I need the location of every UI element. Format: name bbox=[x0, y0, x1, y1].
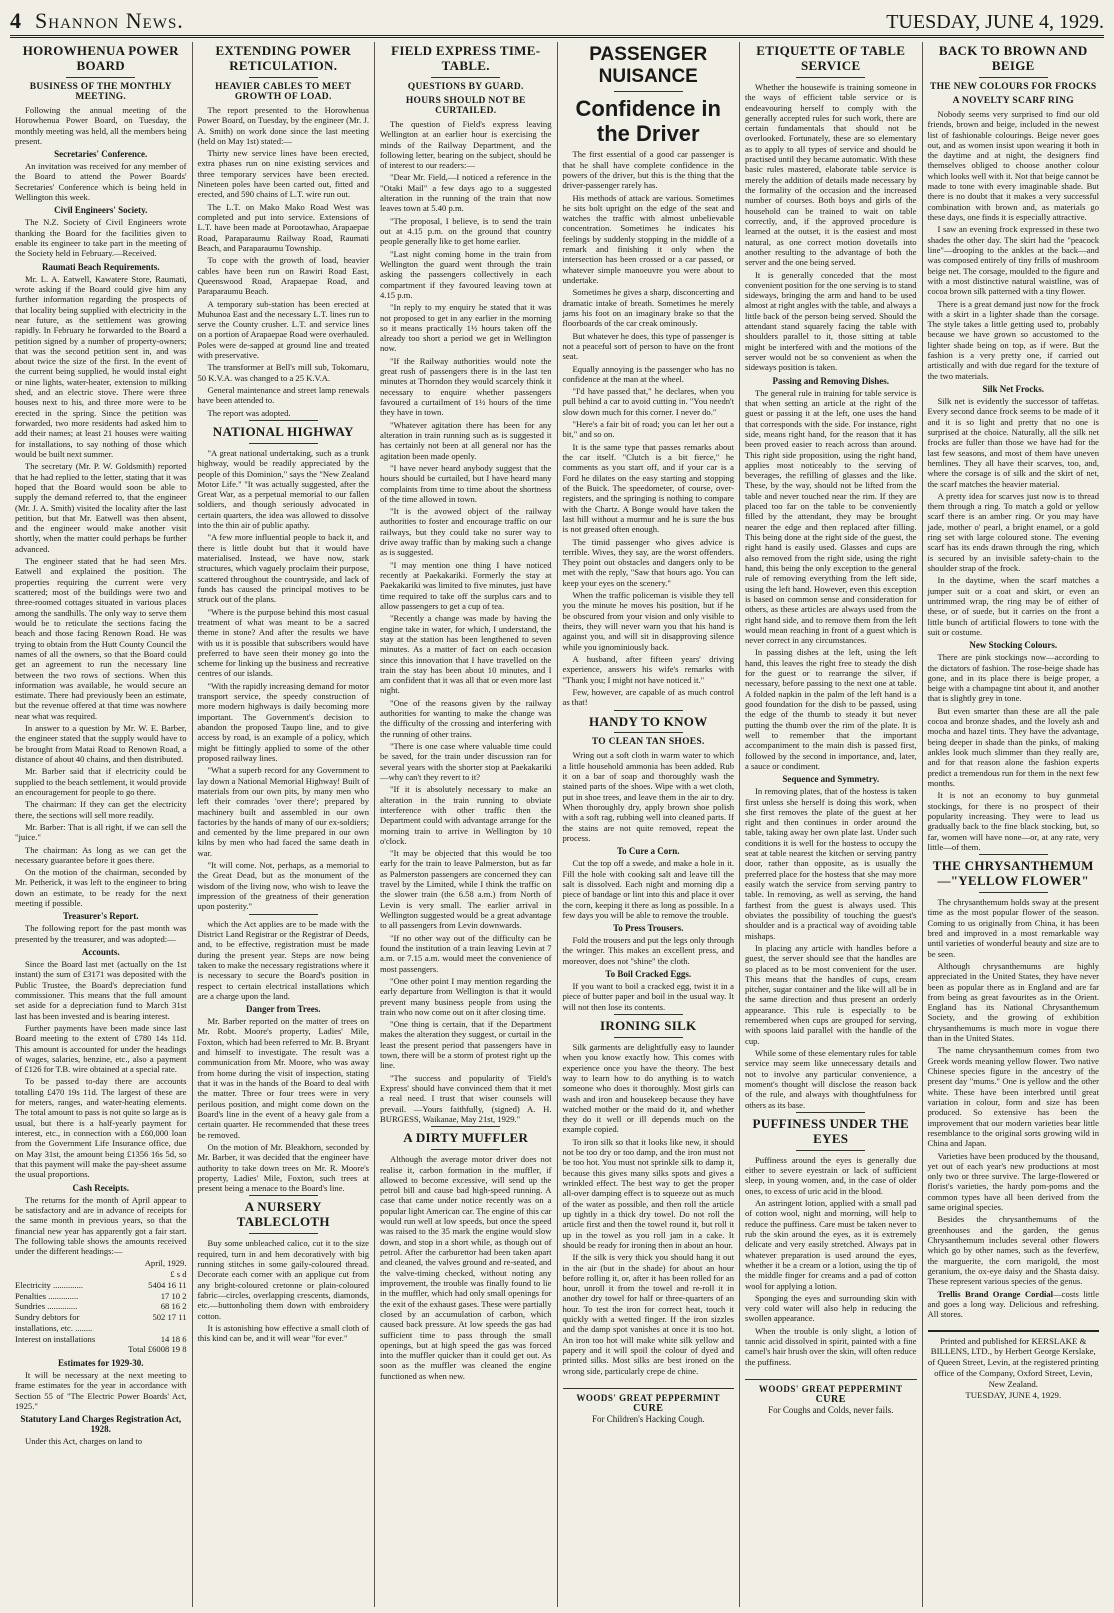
paragraph: Sometimes he gives a sharp, disconcerting and dramatic intake of breath. Sometimes he merely jams his foot on an imaginary brake so that the floorboards of the car creak ominously. bbox=[562, 287, 734, 329]
paragraph: When the trouble is only slight, a lotion of tannic acid dissolved in spirit, painted with a fine camel's hair brush over the skin, will often reduce the puffiness. bbox=[745, 1325, 917, 1367]
paper-name: Shannon News. bbox=[35, 8, 184, 33]
masthead bbox=[10, 8, 1104, 38]
paragraph: Nobody seems very surprised to find our old friends, brown and beige, included in the newest list of fashionable colourings. Beige never goes out, and as women insist upon wearing it both in the daytime and at night, the designers find themselves obliged to choose another colour which looks well with it. Not that beige cannot be made to tone with every imaginable shade. But there is no doubt that it makes a very successful combination with brown and, as materials go these days, one finds it is especially attractive. bbox=[927, 108, 1099, 222]
paragraph: Although the average motor driver does not realise it, carbon formation in the muffler, if allowed to become excessive, will send up the petrol bill and cause bad high-speed running. A case that came under notice recently was on a popular light American car. The engine of this car would run well at low speeds, but once the speed was raised to the 35 mark the engine would slow down, and stop in a short while, as though out of petrol. After the carburettor had been taken apart and cleaned, the valves ground and re-seated, and the valve-timing checked, without noting any improvement, the trouble was finally found to lie in the muffler, which had only small openings for the exit of the exhaust gases. These were partially closed by an accumulation of carbon, which caused back pressure. At low speeds the gas had sufficient time to pass through the small openings, but at high speed the gas was forced into the muffler quicker than it could get out. As soon as the muffler was cleaned the engine functioned as when new. bbox=[380, 1154, 552, 1381]
headline-confidence-driver: Confidence in the Driver bbox=[575, 95, 721, 146]
row-label: Interest on installations bbox=[15, 1333, 96, 1344]
divider bbox=[979, 854, 1048, 855]
paragraph: The report presented to the Horowhenua Power Board, on Tuesday, by the engineer (Mr. J. A. Smith) on work done since the last meeting (held on May 1st) stated:— bbox=[197, 104, 369, 146]
paragraph: It is astonishing how effective a small cloth of this kind can be, and it will wear "for ever." bbox=[197, 1322, 369, 1344]
paragraph: The N.Z. Society of Civil Engineers wrote thanking the Board for the facilities given to enable its engineer to take part in the meeting of the Society held in February.—Received. bbox=[15, 217, 187, 259]
subhead: BUSINESS OF THE MONTHLY MEETING. bbox=[29, 81, 172, 102]
paragraph: "Dear Mr. Field,—I noticed a reference in the "Otaki Mail" a few days ago to a suggested alteration in the running of the train that now leaves town at 5.40 p.m. bbox=[380, 172, 552, 214]
headline-handy-to-know: HANDY TO KNOW bbox=[588, 713, 708, 729]
headline-national-highway: NATIONAL HIGHWAY bbox=[212, 423, 354, 439]
table-header: April, 1929. bbox=[144, 1258, 187, 1269]
section-heading: New Stocking Colours. bbox=[969, 640, 1058, 651]
divider bbox=[249, 77, 318, 78]
row-label: Sundries .............. bbox=[15, 1301, 78, 1312]
subhead: QUESTIONS BY GUARD. bbox=[407, 81, 524, 92]
paragraph: "A great national undertaking, such as a trunk highway, would be readily appreciated by the people of this Dominion," says the "New Zealand Motor Life." "It was actually suggested, after the Great War, as a perpetual memorial to our fallen soldiers, and though seriously advocated in certain quarters, the idea was allowed to dissolve into the thin air of public apathy. bbox=[197, 447, 369, 531]
paragraph: The returns for the month of April appear to be satisfactory and are in advance of receipts for the same month in previous years, so that the financial new year has apparently got a fair start. The following table shows the amounts received under the different headings:— bbox=[15, 1194, 187, 1257]
paragraph: The question of Field's express leaving Wellington at an earlier hour is exercising the minds of the Railway Department, and the following letter, bearing on the subject, should be of interest to our readers:— bbox=[380, 118, 552, 171]
paragraph: "If the Railway authorities would note the great rush of passengers there is in the last ten minutes at Thorndon they would scarcely think it necessary to enquire whether passengers favoured a curtailment of 1½ hours of the time they have in town. bbox=[380, 355, 552, 418]
paragraph: Mr. Barber: That is all right, if we can sell the "juice." bbox=[15, 821, 187, 843]
section-heading: Treasurer's Report. bbox=[63, 911, 139, 922]
paragraph: "I have never heard anybody suggest that the hours should be curtailed, but I have heard many complaints from time to time about the shortness of the time allowed in town. bbox=[380, 462, 552, 504]
section-heading: Secretaries' Conference. bbox=[54, 149, 148, 160]
paragraph: "Last night coming home in the train from Wellington the guard went through the train asking the passengers collectively in each compartment if they favoured leaving town at 4.15 p.m. bbox=[380, 248, 552, 300]
paragraph: Although chrysanthemums are highly appreciated in the United States, they have never been as popular there as in England and are far from being as great favourites as in the Orient. England has its National Chrysanthemum Society, and the growing of exhibition chrysanthemums is much more in vogue there than in the United States. bbox=[927, 960, 1099, 1044]
column-6 bbox=[923, 42, 1105, 1607]
paragraph: "Here's a fair bit of road; you can let her out a bit," and so on. bbox=[562, 419, 734, 440]
paragraph: "One of the reasons given by the railway authorities for wanting to make the change was the difficulty of the crossing and interfering with the running of other trains. bbox=[380, 697, 552, 739]
divider bbox=[249, 420, 318, 421]
paragraph: But whatever he does, this type of passenger is not a peaceful sort of person to have on the front seat. bbox=[562, 330, 734, 362]
paragraph: "One other point I may mention regarding the early departure from Wellington is that it would prevent many business people from using the train who now come out on it after closing time. bbox=[380, 975, 552, 1017]
divider bbox=[979, 77, 1048, 78]
paragraph: "What a superb record for any Government to lay down a National Memorial Highway! Built of materials from our own pits, by many men who left their comrades 'over there'; prepared by machinery built and assembled in our own factories by the hands of many of our ex-soldiers; and cemented by the lime prepared in our own kilns by men who had faced the same death in war. bbox=[197, 765, 369, 858]
paragraph: Silk garments are delightfully easy to launder when you know exactly how. This comes with experience once you have the theory. The best way to learn how to do anything is to watch someone who does it thoroughly. Most girls can wash and iron and housekeep because they have watched mother or the maid do it, and whether they do it well or ill depends much on the example copied. bbox=[562, 1041, 734, 1135]
divider bbox=[796, 1112, 865, 1113]
paragraph: "One thing is certain, that if the Department makes the alteration they suggest, or curtail in the least the present period that passengers have in town, there will be a storm of protest right up the line. bbox=[380, 1019, 552, 1071]
advert-line: CURE bbox=[815, 1394, 846, 1405]
paragraph: His methods of attack are various. Sometimes he sits bolt upright on the edge of the seat and watches the traffic with almost unbelievable concentration. Sometimes he indicates his feelings by suddenly stopping in the middle of a remark and finishing it only when the intersection has been crossed or a car passed, or whatever simple manoeuvre you were about to undertake. bbox=[562, 192, 734, 286]
table-row bbox=[15, 1280, 187, 1291]
paragraph: "In reply to my enquiry he stated that it was not proposed to get in any earlier in the morning so it means practically 1½ hours taken off the already too short a period we get in Wellington now. bbox=[380, 302, 552, 354]
advert-peppermint bbox=[745, 1379, 917, 1415]
table-total: Total £6008 19 8 bbox=[128, 1344, 187, 1355]
section-heading: Sequence and Symmetry. bbox=[782, 774, 880, 785]
paragraph: "It is the avowed object of the railway authorities to foster and encourage traffic on our railways, but they could take no surer way to drive away traffic than by making such a change as is suggested. bbox=[380, 506, 552, 558]
paragraph: There is a great demand just now for the frock with a skirt in a lighter shade than the corsage. The style takes a little getting used to, probably because we have grown so accustomed to the lighter shade being on top, as if were. But the fashion is a very pretty one, if carried out artistically and with due regard for the texture of the two materials. bbox=[927, 298, 1099, 381]
subhead: A NOVELTY SCARF RING bbox=[952, 95, 1074, 106]
paragraph: Wring out a soft cloth in warm water to which a little household ammonia has been added. Rub it on a bar of soap and thoroughly wash the stained parts of the shoes. Wipe with a wet cloth, put in shoe trees, and leave them in the air to dry. When thoroughly dry, apply brown shoe polish with a soft rag, rubbing well into cleaned parts. If the stains are not quite removed, repeat the process. bbox=[562, 750, 734, 843]
divider bbox=[614, 710, 683, 711]
paragraph: Cut the top off a swede, and make a hole in it. Fill the hole with cooking salt and leave till the salt is dissolved. Each night and morning dip a piece of bandage or lint into this and place it over the corn, keeping it there as long as possible. In a few days you will be able to remove the trouble. bbox=[562, 858, 734, 920]
paragraph: "Where is the purpose behind this most casual treatment of what was meant to be a sacred theme in stone? And after the results we have with us it is possible that subscribers would have preferred to have seen their money go into the scheme for linking up the business and recreative centres of our islands. bbox=[197, 606, 369, 679]
paragraph: The L.T. on Mako Mako Road West was completed and put into service. Extensions of L.T. have been made at Porootawhao, Arapaepae Road, Paraparaumu Railway Road, Raumati Beach, and Paraparaumu Township. bbox=[197, 201, 369, 253]
paragraph: The general rule in training for table service is that when setting an article at the right of the guest or passing it at the left, one uses the hand that corresponds with the side. For instance, right side, means right hand, for the reason that it has been proved easier to reach across than around. This right side proposition, using the right hand, applies most noticeably to the serving of beverages, the refilling of glasses and the like. These, by the way, should not be lifted from the table and never touched near the rim. If they are placed too far on the table to be conveniently filled by the attendant, they may be brought nearer the edge and then replaced after filling. This being done at the right side of the guest, the right hand is easily used. Glasses and cups are also removed from the right side, using the right hand, this being the only exception to the general rule of removing everything from the left side, using the left hand. However, even this exception is based on common sense and consideration for others, as these articles are always used from the right hand side, and to remove them from the left would mean reaching in front of a guest which is never correct in any circumstances. bbox=[745, 387, 917, 646]
table-row bbox=[15, 1312, 187, 1333]
paragraph: "A few more influential people to back it, and there is little doubt but that it would have materialised. Instead, we have now, stark structures, which vaguely proclaim their purpose, scattered throughout the countryside, and lack of funds has caused the principal motives to be struck out of the plans. bbox=[197, 532, 369, 605]
subhead: THE NEW COLOURS FOR FROCKS bbox=[929, 81, 1097, 92]
paragraph: Fold the trousers and put the legs only through the wringer. This makes an excellent press, and moreover, does not "shine" the cloth. bbox=[562, 935, 734, 966]
paragraph: On the motion of Mr. Bleakhorn, seconded by Mr. Barber, it was decided that the engineer have authority to take down trees on Mr. R. Moore's property, Ladies' Mile, Foxton, such trees at present being a menace to the Board's line. bbox=[197, 1141, 369, 1194]
row-amount: 17 10 2 bbox=[160, 1290, 187, 1301]
paragraph: which the Act applies are to be made with the District Land Registrar or the Registrar of Deeds, and, to be effective, registration must be made during the present year. Steps are now being taken to make the necessary registrations where it is necessary to secure the Board's position in respect to certain electrical installations which are a charge upon the land. bbox=[197, 918, 369, 1001]
divider bbox=[614, 1014, 683, 1015]
section-heading: To Cure a Corn. bbox=[616, 846, 680, 857]
paragraph: In placing any article with handles before a guest, the server should see that the handles are so placed as to be most convenient for the user. This means that the handles of cups, cream pitcher, sugar container and the like will all be in the same direction and thus present an orderly appearance. This rule is especially to be remembered when cups are grouped for serving, with spoons laid parallel with the handle of the cup. bbox=[745, 942, 917, 1046]
table-row bbox=[15, 1334, 187, 1345]
divider bbox=[979, 892, 1048, 893]
section-heading: Cash Receipts. bbox=[72, 1182, 129, 1193]
paragraph: If the silk is very thick you should hang it out in the air (but in the shade) for about an hour before rolling it, or, after it has been rolled for an hour, unroll it from the towel and re-roll it in another dry towel for half or three-quarters of an hour. To test the iron for correct heat, touch it quickly with a wetted finger. If the iron sizzles and the damp spot vanishes at once it is too hot. An iron too hot will make white silk yellow and papery and it will spoil the colour of dyed and printed silks. Most silks are best ironed on the wrong side, particularly crepe de chine. bbox=[562, 1252, 734, 1376]
advert-cordial bbox=[928, 1289, 1100, 1320]
paragraph: When the traffic policeman is visible they tell you the minute he moves his position, but if he be obscured from your vision and only visible to theirs, they will never warn you that his hand is against you, and will sit in disapproving silence while you ignominiously back. bbox=[562, 590, 734, 652]
divider bbox=[431, 1126, 500, 1127]
paragraph: Following the annual meeting of the Horowhenua Power Board, on Tuesday, the monthly meeting was held, all the members being present. bbox=[15, 104, 187, 146]
advert-line: WOODS' GREAT PEPPERMINT bbox=[758, 1384, 903, 1394]
headline-field-express: FIELD EXPRESS TIME-TABLE. bbox=[391, 43, 541, 73]
row-label: Sundry debtors for installations, etc. ........ bbox=[15, 1312, 93, 1333]
divider bbox=[249, 1233, 318, 1234]
paragraph: To cope with the growth of load, heavier cables have been run on Rawiri Road East, Queenswood Road, Arapaepae Road, and Paraparaumu Beach. bbox=[197, 255, 369, 297]
advert-line: WOODS' GREAT PEPPERMINT bbox=[576, 1392, 721, 1403]
paragraph: While some of these elementary rules for table service may seem like unnecessary details and not to involve any particular convenience, a moment's thought will disclose the reason back of the rule, and always with thoughtfulness for others as its base. bbox=[745, 1048, 917, 1110]
paragraph: The transformer at Bell's mill sub, Tokomaru, 50 K.V.A. was changed to a 25 K.V.A. bbox=[197, 362, 369, 383]
column-1 bbox=[10, 42, 193, 1607]
headline-table-service: ETIQUETTE OF TABLE SERVICE bbox=[756, 43, 906, 73]
advert-cordial-brand: Trellis Brand Orange Cordial bbox=[937, 1288, 1054, 1299]
paragraph: Whether the housewife is training someone in the ways of efficient table service or is endeavouring herself to comply with the generally accepted rules for such work, there are certain fundamentals that should not be overlooked. Fortunately, these are so elementary as to apply to all types of service and should be practised until they became automatic. With these basic rules mastered, elaborate table service is merely the addition of details made necessary by the formality of the occasion and the increased number of courses. Both boys and girls of the household can be trained to wait on table correctly, and, if the approved procedure is learned at the outset, it is the easiest and most natural, as one correct motion dovetails into another resulting to the advantage of both the server and the one being served. bbox=[745, 81, 917, 268]
section-heading: To Boil Cracked Eggs. bbox=[605, 969, 692, 980]
paragraph: The name chrysanthemum comes from two Greek words meaning yellow flower. Two native Chinese species figure in the ancestry of the present day "mums." One is yellow and the other white. These have been interbred until great variation in colour, form and size has been produced. So extensive has been the improvement that our modern varieties bear little resemblance to the original sorts growing wild in China and Japan. bbox=[927, 1045, 1099, 1149]
section-heading: Danger from Trees. bbox=[246, 1004, 321, 1015]
divider bbox=[796, 1150, 865, 1151]
paragraph: "It may be objected that this would be too early for the train to leave Palmerston, but as far as Palmerston passengers are concerned they can travel by the Limited, while I think the traffic on the slower train (the 6.58 a.m.) from North of Levin is very small. The earlier arrival in Wellington suggested would be a great advantage to all passengers from Levin downwards. bbox=[380, 848, 552, 931]
paragraph: It is generally conceded that the most convenient position for the one serving is to stand sideways, bringing the arm and hand to be used almost at right angles with the table, and always a little back of the person being served. Should the attendant stand squarely facing the table with shoulders parallel to it, those sitting at table might be interfered with and the motions of the server would not be so convenient as when the sideways position is taken. bbox=[745, 269, 917, 373]
advert-line: For Coughs and Colds, never fails. bbox=[768, 1405, 894, 1415]
paragraph: Mr. Barber reported on the matter of trees on Mr. Robt. Moore's property, Ladies' Mile, Foxton, which had been referred to Mr. B. Bryant and himself to investigate. The result was a communication from Mr. Moore, who was away from home during the visit of inspection, stating that it was in the hands of the Board to deal with the matter. Three or four trees were in very perilous position, and might come down on the Board's line in the event of a heavy gale from a certain quarter. He recommended that these trees be removed. bbox=[197, 1016, 369, 1140]
paragraph: Sponging the eyes and surrounding skin with very cold water will also help in reducing the swollen appearance. bbox=[745, 1292, 917, 1324]
headline-reticulation: EXTENDING POWER RETICULATION. bbox=[215, 43, 352, 73]
paragraph: Puffiness around the eyes is generally due either to severe eyestrain or lack of sufficient sleep, in young women, and, in the case of older ones, to excess of uric acid in the blood. bbox=[745, 1154, 917, 1196]
issue-date: TUESDAY, JUNE 4, 1929. bbox=[886, 11, 1104, 33]
headline-ironing-silk: IRONING SILK bbox=[600, 1018, 697, 1034]
row-amount: 68 16 2 bbox=[160, 1301, 187, 1312]
paragraph: A temporary sub-station has been erected at Muhunoa East and the necessary L.T. lines run to serve the County crusher. L.T. and service lines on a portion of Arapaepae Road were overhauled. Poles were de-sapped at ground line and treated with preservative. bbox=[197, 298, 369, 361]
imprint bbox=[928, 1330, 1100, 1402]
paragraph: Since the Board last met (actually on the 1st instant) the sum of £3171 was deposited with the Public Trustee, the Board's depreciation fund commissioner. This means that the full amount set aside for a depreciation fund to March 31st last has been invested and is bearing interest. bbox=[15, 959, 187, 1021]
paragraph: "I'd have passed that," he declares, when you pull behind a car to avoid cutting in. "You needn't slow down much for this corner. I never do." bbox=[562, 386, 734, 417]
paragraph: In answer to a question by Mr. W. E. Barber, the engineer stated that the supply would have to be brought from Matai Road to Renown Road, a distance of about 40 chains, and then distributed. bbox=[15, 723, 187, 764]
divider bbox=[249, 1195, 318, 1196]
paragraph: The engineer stated that he had seen Mrs. Eatwell and explained the position. The properties requiring the current were very scattered; most of the buildings were two and three-roomed cottages situated in various places among the sandhills. The only way to serve them would be to reticulate the sections facing the beach and those facing Renown Road. He was trying to obtain from the Hutt County Council the names of all the owners, so that the Board could get an agreement to run the necessary line between the two rows of sections. When this information was available, he would secure an estimate. There had previously been an estimate, but the revenue offered at that time was nowhere near what was required. bbox=[15, 556, 187, 721]
paragraph: There are pink stockings now—according to the dictators of fashion. The rose-beige shade has gone, and in its place there is beige proper, a beige with a champagne tint about it, and another that is slightly grey in tone. bbox=[927, 652, 1099, 704]
section-heading: Raumati Beach Requirements. bbox=[41, 261, 160, 272]
row-label: Electricity .............. bbox=[15, 1279, 84, 1290]
headline-chrysanthemum: THE CHRYSANTHEMUM —"YELLOW FLOWER" bbox=[932, 858, 1094, 889]
divider bbox=[614, 91, 683, 92]
divider bbox=[66, 77, 135, 78]
paragraph: Under this Act, charges on land to bbox=[25, 1436, 143, 1447]
divider bbox=[431, 77, 500, 78]
table-units: £ s d bbox=[170, 1269, 187, 1280]
advert-peppermint bbox=[563, 1388, 735, 1424]
paragraph: The timid passenger who gives advice is terrible. Wives, they say, are the worst offenders. They point out obstacles and dangers only to be met with the reply, "Saw that hours ago. You can keep your eyes on the scenery." bbox=[562, 536, 734, 588]
paragraph: The chairman: If they can get the electricity there, the sections will sell more readily. bbox=[15, 799, 187, 820]
paragraph: I saw an evening frock expressed in these two shades the other day. The skirt had the "peacock line"—drooping to the ankles at the back—and was composed entirely of tiny frills of mushroom beige net. The corsage, moulded to the figure and with a most distinctive natural waistline, was of cocoa brown silk patterned with a tiny flower. bbox=[927, 224, 1099, 297]
paragraph: If you want to boil a cracked egg, twist it in a piece of butter paper and boil in the usual way. It will not then lose its contents. bbox=[562, 981, 734, 1012]
headline-dirty-muffler: A DIRTY MUFFLER bbox=[403, 1130, 529, 1146]
column-3 bbox=[375, 42, 558, 1607]
paragraph: Varieties have been produced by the thousand, yet out of each year's new productions at most only two or three survive. The large-flowered or florist's varieties, the hardy pom-poms and the common types have all been derived from the same original species. bbox=[927, 1150, 1099, 1213]
subhead: HEAVIER CABLES TO MEET GROWTH OF LOAD. bbox=[215, 81, 352, 102]
headline-puffiness: PUFFINESS UNDER THE EYES bbox=[752, 1115, 909, 1146]
section-heading: Statutory Land Charges Registration Act, 1928. bbox=[20, 1414, 182, 1435]
section-heading: Civil Engineers' Society. bbox=[54, 205, 148, 216]
section-heading: To Press Trousers. bbox=[613, 923, 684, 934]
paragraph: Besides the chrysanthemums of the greenhouses and the garden, the genus Chrysanthemum includes several other flowers which go by other names, such as the feverfew, the marguerite, the corn marigold, the most geranium, the ox-eye daisy and the Shasta daisy. These represent various species of the genus. bbox=[927, 1214, 1099, 1287]
paragraph: In the daytime, when the scarf matches a jumper suit or a coat and skirt, or even an untrimmed wrap, the ring may be of either of these, or of suede, but it carries on the front a little bunch of artificial flowers to tone with the suit or costume. bbox=[927, 575, 1099, 637]
paragraph: "There is one case where valuable time could be saved, for the train under discussion ran for several years with the shorter stop at Paekakariki —why can't they revert to it? bbox=[380, 741, 552, 782]
headline-nursery-tablecloth: A NURSERY TABLECLOTH bbox=[236, 1199, 330, 1230]
advert-cordial-text: —costs little and goes a long way. Delicious and refreshing. All stores. bbox=[927, 1288, 1100, 1320]
receipts-table bbox=[15, 1258, 187, 1355]
paragraph: Mr. Barber said that if electricity could be supplied to the beach settlement, it would provide an encouragement for people to go there. bbox=[15, 766, 187, 797]
advert-line: CURE bbox=[633, 1402, 664, 1414]
row-label: Penalties .............. bbox=[15, 1290, 79, 1301]
subhead: TO CLEAN TAN SHOES. bbox=[591, 737, 705, 748]
paragraph: It is the same type that passes remarks about the car itself. "Clutch is a bit fierce," he comments as you start off, and if your car is a Ford he dilates on the easy starting and stopping of the Buick. The speedometer, of course, over-registers, and the springing is nothing to compare with the Chartz. A Bonge would have taken the last hill without a murmur and he is sure the bus is not greased often enough. bbox=[562, 441, 734, 535]
subhead: HOURS SHOULD NOT BE CURTAILED. bbox=[405, 95, 526, 116]
paragraph: Thirty new service lines have been erected, extra phases run on nine existing services and three temporary services have been erected. Nineteen poles have been carted out, fitted and erected, and 590 chains of L.T. wire run out. bbox=[197, 148, 369, 200]
paragraph: An astringent lotion, applied with a small pad of cotton wool, night and morning, will help to reduce the puffiness. Care must be taken never to rub the skin around the eyes, as it is extremely delicate and very easily stretched. Always pat in whatever preparation is used around the eyes, whether it be a cream or a lotion, using the tip of the middle finger for creams and a pad of cotton wool for applying a lotion. bbox=[745, 1198, 917, 1291]
paragraph: But even smarter than these are all the pale cocoa and bronze shades, and the lovely ash and mocha and hazel tints. They have the advantage, being deeper in shade than the pinks, of making ankles look much slimmer than they really are, and for that reason alone the fashion experts predict a tremendous run for them in the next few months. bbox=[927, 705, 1099, 788]
headline-power-board: HOROWHENUA POWER BOARD bbox=[22, 43, 179, 73]
column-2 bbox=[193, 42, 376, 1607]
paragraph: An invitation was received for any member of the Board to attend the Power Boards' Secretaries' Conference which is being held in Wellington this week. bbox=[15, 161, 187, 203]
paragraph: "I may mention one thing I have noticed recently at Paekakariki. Formerly the stay at Paekakariki was limited to five minutes, just have time required to take off the surplus cars and to allow passengers to get a cup of tea. bbox=[380, 559, 552, 611]
paragraph: To be passed to-day there are accounts totalling £470 19s 11d. The largest of these are for meters, ranges, and water-heating elements. The total amount to pass is not quite so large as is usual, but there is a half-yearly payment for interest, etc., in connection with a £60,000 loan from the Government Life Insurance office, due on May 31st, the amount being £1356 16s 5d, so that this payment will make the pay-sheet assume the usual proportions. bbox=[15, 1076, 187, 1180]
paragraph: The report was adopted. bbox=[207, 407, 291, 418]
paragraph: The secretary (Mr. P. W. Goldsmith) reported that he had replied to the letter, stating that it was hoped that the Board would soon be able to supply the demand referred to, that the engineer (Mr. J. A. Smith) visited the locality after the last petition, but that Mr. Eatwell was then absent, and the engineer would make another visit shortly, when the matter could perhaps be further advanced. bbox=[15, 461, 187, 554]
paragraph: It is not an economy to buy gunmetal stockings, for there is no prospect of their popularity increasing. They were to lead us gradually back to the fine black stocking, but, so far, women will have none—or, at any rate, very little—of them. bbox=[927, 790, 1099, 852]
paragraph: Silk net is evidently the successor of taffetas. Every second dance frock seems to be made of it and it is so light and pretty that no one is surprised at the choice. Naturally, all the silk net frocks are fuller than those we have had for the last few seasons, and most of them have uneven hemlines. They all have their scarves, too, and, where the corsage is of silk and the skirt of net, the scarf matches the heavier material. bbox=[927, 396, 1099, 489]
paragraph: "The success and popularity of 'Field's Express' should have convinced them that it met a real need. I trust that wiser counsels will prevail. —Yours faithfully, (signed) A. H. BURGESS, Waikanae, May 21st, 1929." bbox=[380, 1072, 552, 1124]
headline-passenger-nuisance: PASSENGER NUISANCE bbox=[589, 44, 708, 87]
paragraph: Buy some unbleached calico, cut it to the size required, turn in and hem decoratively with big running stitches in some gaily-coloured thread. Decorate each corner with an applique cut from any bright-coloured cretonne or plain-coloured fabric—circles, overlapping crescents, diamonds, etc.—buttonholing them down with embroidery cotton. bbox=[197, 1238, 369, 1321]
paragraph: "If it is absolutely necessary to make an alteration in the train running to obviate interference with other traffic then the Department could with advantage arrange for the morning train to arrive in Wellington by 10 o'clock. bbox=[380, 784, 552, 846]
paragraph: In passing dishes at the left, using the left hand, this leaves the right free to steady the dish for the guest or to rearrange the silver, if necessary, before passing to the next one at table. A folded napkin in the palm of the left hand is a good foundation for the dish to be passed, using the edge of the thumb to steady it but never putting the thumb over the rim of the plate. It is well to remember that the important accompaniment to the main dish is passed first, followed by the second in importance, and, later, a sauce or condiment. bbox=[745, 647, 917, 771]
divider bbox=[249, 914, 318, 915]
row-amount: 5404 16 11 bbox=[148, 1279, 187, 1290]
paragraph: The chairman: As long as we can get the necessary guarantee before it goes there. bbox=[15, 844, 187, 865]
paragraph: Few, however, are capable of as much control as that! bbox=[562, 686, 734, 708]
masthead-left bbox=[10, 8, 184, 34]
section-heading: Estimates for 1929-30. bbox=[57, 1358, 144, 1369]
divider bbox=[249, 443, 318, 444]
paragraph: Further payments have been made since last Board meeting to the extent of £780 14s 11d. This amount is accounted for under the headings of wages, salaries, benzine, etc., also a payment of £126 for T.B. wire obtained at a special rate. bbox=[15, 1022, 187, 1075]
paragraph: "Whatever agitation there has been for any alteration in train running such as is suggested it has certainly not been at all general nor has the agitation been made openly. bbox=[380, 419, 552, 461]
headline-brown-beige: BACK TO BROWN AND BEIGE bbox=[938, 43, 1088, 73]
divider bbox=[614, 732, 683, 733]
column-5 bbox=[740, 42, 923, 1607]
paragraph: Mr. L. A. Eatwell, Kawatere Store, Raumati, wrote asking if the Board could give him any further information regarding the prospects of that locality being supplied with electricity in the near future, as the settlement was growing rapidly. In February he forwarded to the Board a petition signed by a number of property-owners; that was the second petition sent in, and was about twice the size of the first. In the event of the current being supplied, he would instal eight or nine lights, water-heater, extension to milking shed, and an electric stove. There were three houses next to his, and three more were to be erected in the spring. Since the petition was forwarded, two more residents had asked him to add their names; at least 21 houses were waiting for installations, to say nothing of those which would be built next summer. bbox=[15, 273, 187, 459]
imprint-date: TUESDAY, JUNE 4, 1929. bbox=[965, 1390, 1062, 1401]
columns bbox=[10, 42, 1104, 1607]
paragraph: General maintenance and street lamp renewals have been attended to. bbox=[197, 385, 369, 406]
paragraph: It will be necessary at the next meeting to frame estimates for the year in accordance with Section 55 of "The Electric Power Boards' Act, 1925." bbox=[15, 1370, 187, 1411]
paragraph: "With the rapidly increasing demand for motor transport service, the speedy construction of more modern highways is daily becoming more important. The Government's decision to abandon the proposed Taupo line, and to give access by road, is an example of a policy, which might be fittingly applied to some of the other proposed railway lines. bbox=[197, 680, 369, 763]
paragraph: The following report for the past month was presented by the treasurer, and was adopted:— bbox=[15, 923, 187, 944]
paragraph: Equally annoying is the passenger who has no confidence at the man at the wheel. bbox=[562, 363, 734, 384]
page-number: 4 bbox=[10, 8, 21, 33]
row-amount: 502 17 11 bbox=[152, 1312, 187, 1323]
divider bbox=[796, 77, 865, 78]
row-amount: 14 18 6 bbox=[160, 1333, 187, 1344]
paragraph: To iron silk so that it looks like new, it should not be too dry or too damp, and the iron must not be too hot. You must not sprinkle silk to damp it, because this gives many silks spots and gives a wrinkled effect. The best way to get the proper all-over damping effect is to squeeze out as much of the water as possible, and then roll the article up tightly in a thick dry towel. Do not roll the article first and then the towel round it, but roll it up in the towel as you roll jam in a cake. It should be ready for ironing then in about an hour. bbox=[562, 1136, 734, 1250]
paragraph: "Recently a change was made by having the engine take in water, for which, I understand, the stay at the station has been lengthened to seven minutes. As a matter of fact on each occasion since this innovation that I have travelled on the train the stay has been about 10 minutes, and I am confident that it was all that or even more last night. bbox=[380, 613, 552, 696]
paragraph: "The proposal, I believe, is to send the train out at 4.15 p.m. on the ground that country people generally like to get home earlier. bbox=[380, 215, 552, 247]
section-heading: Accounts. bbox=[81, 947, 120, 957]
paragraph: On the motion of the chairman, seconded by Mr. Petherick, it was left to the engineer to bring down an estimate, to be ready for the next meeting if possible. bbox=[15, 867, 187, 909]
paragraph: "It will come. Not, perhaps, as a memorial to the Great Dead, but as the monument of the wisdom of the living now, who wish to leave the impression of the greatness of their generation upon posterity." bbox=[197, 860, 369, 912]
paragraph: The chrysanthemum holds sway at the present time as the most popular flower of the season. Coming to us originally from China, it has been bred and improved in a most remarkable way until varieties of wonderful beauty and size are to be seen. bbox=[927, 897, 1099, 959]
table-row bbox=[15, 1301, 187, 1312]
section-heading: Silk Net Frocks. bbox=[982, 384, 1045, 394]
paragraph: A pretty idea for scarves just now is to thread them through a ring. To match a gold or yellow scarf there is an amber ring. Or you may have jade, mother o' pearl, a bright enamel, or a gold ring set with large coloured stone. The evening scarf has its ends drawn through the ring, which is secured by an invisible safety-chain to the shoulder strap of the frock. bbox=[927, 490, 1099, 573]
paragraph: The first essential of a good car passenger is that he shall have complete confidence in the powers of the driver, but this is the thing that the driver-passenger rarely has. bbox=[562, 149, 734, 191]
advert-line: For Children's Hacking Cough. bbox=[591, 1413, 705, 1424]
divider bbox=[431, 1149, 500, 1150]
column-4 bbox=[558, 42, 741, 1607]
divider bbox=[614, 1037, 683, 1038]
table-row bbox=[15, 1291, 187, 1302]
paragraph: "If no other way out of the difficulty can be found the institution of a train leaving Levin at 7 a.m. or 7.15 a.m. would meet the convenience of most passengers. bbox=[380, 932, 552, 974]
paragraph: A husband, after fifteen years' driving experience, answers his wife's remarks with "Thank you; I might not have noticed it." bbox=[562, 653, 734, 685]
paragraph: In removing plates, that of the hostess is taken first unless she herself is doing this work, when she first removes the plate of the guest at her right and then continues in order around the table, taking away her own plate last. Under such conditions it is well for the hostess to occupy the seat at table nearest the kitchen or serving pantry door, rather than opposite, as is usually the preferred place for the hostess that she may more easily watch the service from serving pantry to table. In removing, as well as serving, the hand farthest from the guest is always used. This obviates the possibility of touching the guest's shoulder and is a practical way of avoiding table mishaps. bbox=[745, 786, 917, 941]
imprint-text: Printed and published for KERSLAKE & BILLENS, LTD., by Herbert George Kerslake, of Queen Street, Levin, at the registered printing office of the Company, Oxford Street, Levin, New Zealand. bbox=[927, 1335, 1099, 1390]
section-heading: Passing and Removing Dishes. bbox=[772, 375, 890, 386]
